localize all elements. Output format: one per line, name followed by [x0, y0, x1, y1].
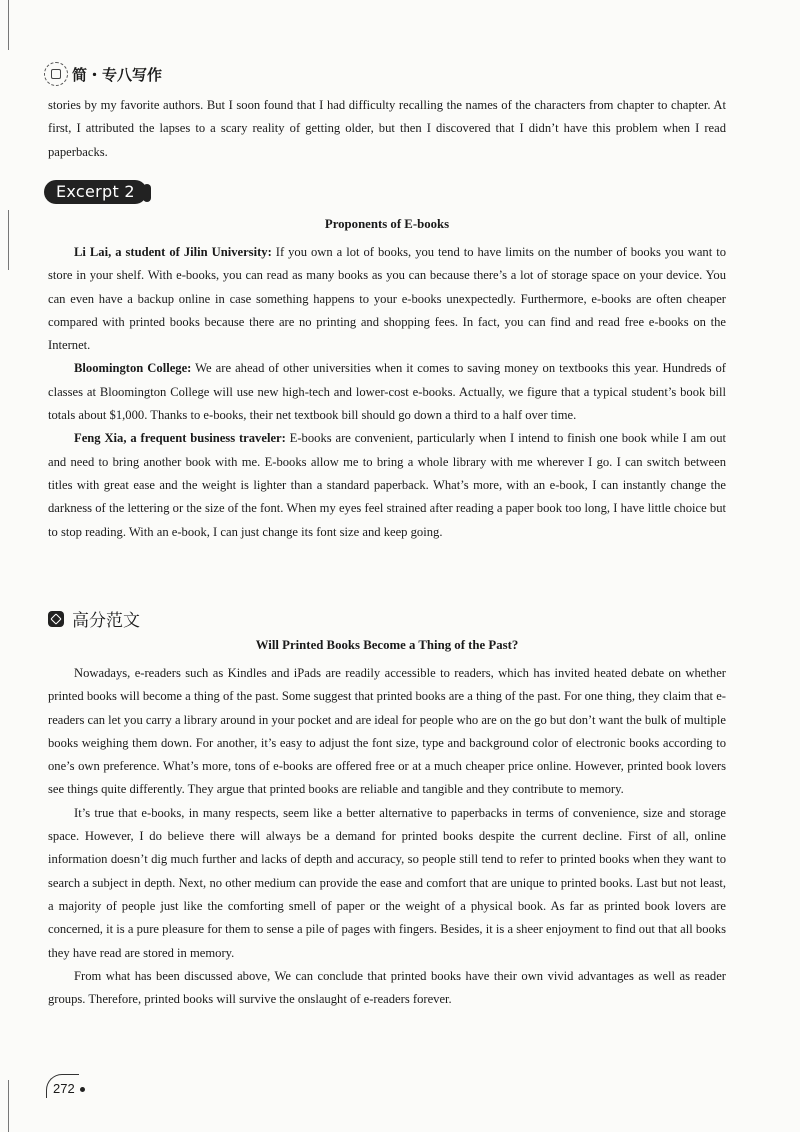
paragraph-text: If you own a lot of books, you tend to have limits on the number of books you want to store in your shelf. With e-books, you can read as many books as you can because there’s a lot of storage space on your device. You can even have a backup online in case something happens to your e-books unexpectedly. Furthermore, e-books are often cheaper compared with printed books because there are no printing and shopping fees. In fact, you can find and read free e-books on the Internet. — [48, 245, 726, 353]
excerpt-paragraph — [48, 241, 726, 357]
essay-paragraph: Nowadays, e-readers such as Kindles and iPads are readily accessible to readers, which has invited heated debate on whether printed books will become a thing of the past. Some suggest that printed books are a thing of the past. For one thing, they claim that e-readers can let you carry a library around in your pocket and are ideal for people who are on the go but don’t want the bulk of multiple books weighing them down. For another, it’s easy to adjust the font size, type and background color of electronic books according to one’s own preference. What’s more, tons of e-books are offered free or at a much cheaper price online. However, printed book lovers see things quite differently. They argue that printed books are reliable and tangible and they contribute to memory. — [48, 666, 726, 797]
essay-paragraph: It’s true that e-books, in many respects, seem like a better alternative to paperbacks in terms of convenience, size and storage space. However, I do believe there will always be a demand for printed books despite the current decline. First of all, online information doesn’t dig much further and lacks of depth and accuracy, so people still tend to refer to printed books when they want to search a subject in depth. Next, no other medium can provide the ease and comfort that are unique to printed books. Last but not least, a majority of people just like the comforting smell of paper or the weight of a physical book. As far as printed book lovers are concerned, it is a pure pleasure for them to sense a pile of pages with fingers. Besides, it is a sheer enjoyment to find out that all books they have read are stored in memory. — [48, 805, 726, 960]
speaker-name: Li Lai, a student of Jilin University: — [74, 245, 272, 259]
intro-paragraph: stories by my favorite authors. But I soon found that I had difficulty recalling the names of the characters from chapter to chapter. At first, I attributed the lapses to a scary reality of getting older, but then I discovered that I didn’t have this problem when I read paperbacks. — [48, 98, 726, 159]
paragraph-text: We are ahead of other universities when it comes to saving money on textbooks this year. Hundreds of classes at Bloomington College will use new high-tech and lower-cost e-books. Actually, we figure that a typical student’s book bill totals about $1,000. Thanks to e-books, their net textbook bill should go down a third to a half over time. — [48, 361, 726, 423]
margin-line — [8, 210, 9, 270]
paragraph-text: E-books are convenient, particularly when I intend to finish one book while I am out and need to bring another book with me. E-books allow me to bring a whole library with me wherever I go. I can switch between titles with great ease and the weight is lighter than a standard paperback. What’s more, with an e-book, I can instantly change the darkness of the lettering or the size of the font. When my eyes feel strained after reading a paper book too long, I have little choice but to stop reading. With an e-book, I can just change its font size and keep going. — [48, 431, 726, 539]
excerpt-badge: Excerpt 2 — [44, 180, 147, 204]
speaker-name: Bloomington College: — [74, 361, 192, 376]
page-header — [44, 62, 162, 86]
book-logo-icon — [44, 62, 68, 86]
intro-paragraph-block — [48, 94, 726, 164]
speaker-name: Feng Xia, a frequent business traveler: — [74, 431, 286, 446]
section-heading — [48, 606, 140, 631]
essay-paragraph: From what has been discussed above, We can conclude that printed books have their own vivid advantages as well as reader groups. Therefore, printed books will survive the onslaught of e-readers forever. — [48, 968, 726, 1007]
excerpt-paragraph — [48, 357, 726, 427]
section-marker-icon — [48, 611, 64, 627]
margin-line — [8, 1080, 9, 1132]
excerpt-body — [48, 241, 726, 544]
excerpt-title: Proponents of E-books — [324, 217, 450, 231]
section-label: 高分范文 — [72, 611, 140, 631]
header-title: 简・专八写作 — [72, 65, 163, 84]
margin-line — [8, 0, 9, 50]
excerpt-paragraph — [48, 427, 726, 543]
page-number: 272 — [46, 1074, 79, 1098]
essay-title: Will Printed Books Become a Thing of the Past? — [255, 638, 519, 652]
essay-body — [48, 662, 726, 1011]
